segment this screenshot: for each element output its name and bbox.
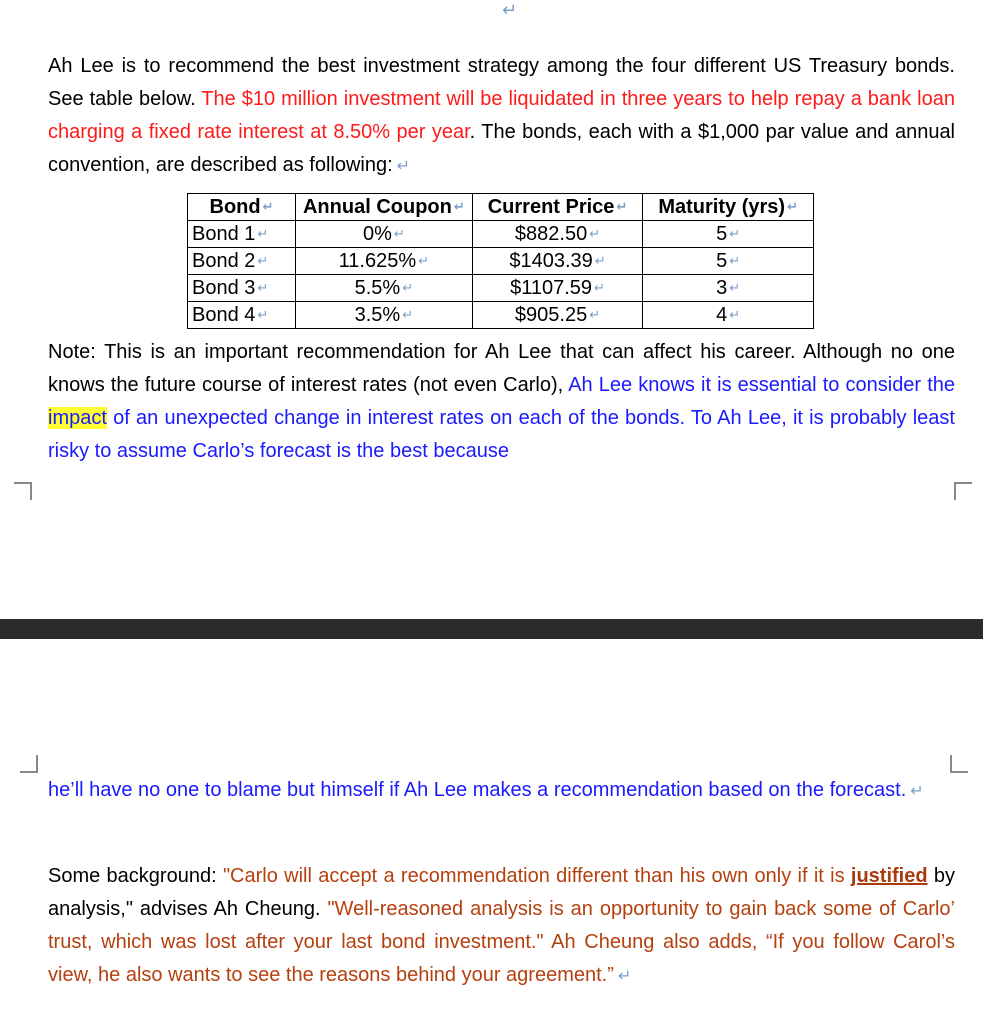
- current-price: $882.50 ↵: [472, 221, 643, 248]
- crop-mark-icon: [950, 755, 968, 773]
- annual-coupon: 0% ↵: [296, 221, 473, 248]
- intro-paragraph: [48, 50, 955, 183]
- current-price: $1403.39 ↵: [472, 248, 643, 275]
- maturity: 3 ↵: [643, 275, 814, 302]
- header-current-price: Current Price ↵: [472, 194, 643, 221]
- table-row: [188, 248, 814, 275]
- table-header-row: [188, 194, 814, 221]
- annual-coupon: 3.5% ↵: [296, 302, 473, 329]
- continuation-paragraph: [48, 774, 955, 808]
- intro-text-end: . The bonds, each with a $1,000 par value and annual convention, are described as following:: [48, 121, 956, 176]
- liquidation-note: The $10 million investment will be liquidated in three years to help repay a bank loan charging a fixed rate interest at 8.50% per year: [48, 88, 955, 143]
- paragraph-mark-icon: ↵: [396, 158, 411, 175]
- paragraph-mark-icon: ↵: [910, 783, 924, 800]
- background-paragraph: [48, 860, 955, 993]
- annual-coupon: 11.625% ↵: [296, 248, 473, 275]
- note-text: Note: This is an important recommendation for Ah Lee that can affect his career. Although no one knows the future course of interest rates (not even Carlo),: [48, 341, 955, 396]
- bond-name: Bond 4 ↵: [188, 302, 296, 329]
- maturity: 5 ↵: [643, 248, 814, 275]
- maturity: 5 ↵: [643, 221, 814, 248]
- header-maturity: Maturity (yrs) ↵: [643, 194, 814, 221]
- table-row: [188, 302, 814, 329]
- bond-name: Bond 3 ↵: [188, 275, 296, 302]
- quote-a: "Carlo will accept a recommendation different than his own only if it is: [222, 865, 851, 887]
- note-blue-a: Ah Lee knows it is essential to consider the: [568, 374, 956, 396]
- bond-table: [187, 193, 814, 329]
- current-price: $905.25 ↵: [472, 302, 643, 329]
- table-row: [188, 275, 814, 302]
- paragraph-mark-icon: ↵: [617, 968, 632, 985]
- paragraph-mark-icon: ↵: [502, 0, 518, 20]
- maturity: 4 ↵: [643, 302, 814, 329]
- current-price: $1107.59 ↵: [472, 275, 643, 302]
- crop-mark-icon: [20, 755, 38, 773]
- crop-mark-icon: [14, 482, 32, 500]
- note-blue-b: of an unexpected change in interest rates on each of the bonds. To Ah Lee, it is probably least risky to assume Carlo’s forecast is the best because: [48, 407, 955, 462]
- justified-word: justified: [850, 865, 928, 887]
- table-row: [188, 221, 814, 248]
- background-label: Some background: [48, 865, 212, 887]
- header-bond: Bond ↵: [188, 194, 296, 221]
- quote-b: "Well-reasoned analysis is an opportunity to gain back some of Carlo’ trust, which was lost after your last bond investment." Ah Cheung also adds, “If you follow Carol’s view, he also wants to see the reasons behind your agreement.”: [48, 898, 955, 986]
- background-colon: :: [211, 865, 223, 887]
- note-paragraph: [48, 336, 955, 468]
- crop-mark-icon: [954, 482, 972, 500]
- background-mid: by analysis," advises Ah Cheung.: [48, 865, 955, 920]
- bond-name: Bond 1 ↵: [188, 221, 296, 248]
- annual-coupon: 5.5% ↵: [296, 275, 473, 302]
- header-annual-coupon: Annual Coupon ↵: [296, 194, 473, 221]
- bond-name: Bond 2 ↵: [188, 248, 296, 275]
- continuation-text: he’ll have no one to blame but himself if Ah Lee makes a recommendation based on the forecast.: [48, 779, 907, 801]
- page-break-gap: [0, 619, 983, 639]
- highlighted-word: impact: [48, 407, 107, 429]
- intro-text: Ah Lee is to recommend the best investment strategy among the four different US Treasury bonds. See table below.: [48, 55, 955, 110]
